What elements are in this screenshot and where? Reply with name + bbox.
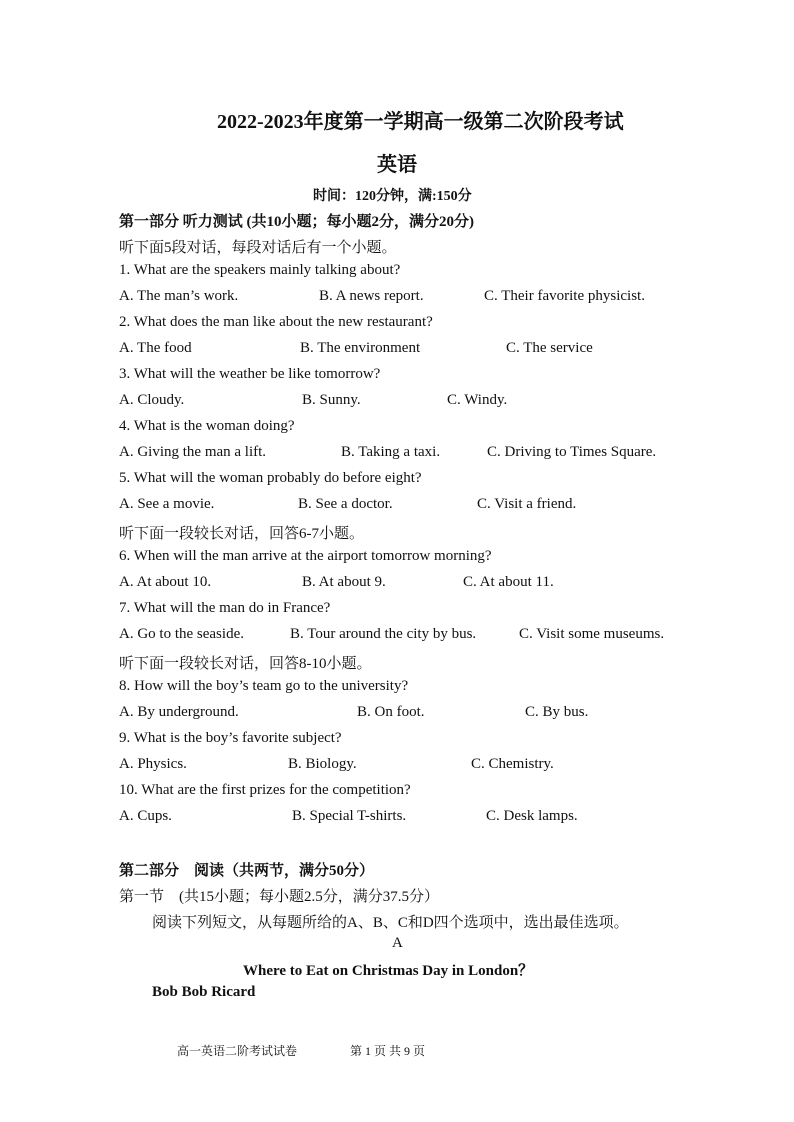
q8-option-b: B. On foot. xyxy=(357,704,425,720)
q9-option-c: C. Chemistry. xyxy=(471,756,554,772)
q2-option-b: B. The environment xyxy=(300,340,421,356)
q2-option-a: A. The food xyxy=(119,340,192,356)
q7-option-c: C. Visit some museums. xyxy=(519,626,665,642)
question-8: 8. How will the boy’s team go to the university? xyxy=(119,678,409,694)
part1-instruction-3: 听下面一段较长对话，回答8-10小题。 xyxy=(119,656,372,672)
question-9: 9. What is the boy’s favorite subject? xyxy=(119,730,342,746)
question-4: 4. What is the woman doing? xyxy=(119,418,295,434)
part2-heading: 第二部分 阅读（共两节，满分50分） xyxy=(119,863,375,879)
q9-option-a: A. Physics. xyxy=(119,756,187,772)
q7-option-a: A. Go to the seaside. xyxy=(119,626,244,642)
q7-option-b: B. Tour around the city by bus. xyxy=(290,626,477,642)
q10-option-c: C. Desk lamps. xyxy=(486,808,578,824)
part2-section1: 第一节 (共15小题；每小题2.5分，满分37.5分） xyxy=(119,889,439,905)
q3-option-c: C. Windy. xyxy=(447,392,508,408)
passage-title: Where to Eat on Christmas Day in London？ xyxy=(243,963,534,979)
q1-option-a: A. The man’s work. xyxy=(119,288,239,304)
q5-option-b: B. See a doctor. xyxy=(298,496,393,512)
q4-option-b: B. Taking a taxi. xyxy=(341,444,441,460)
q5-option-a: A. See a movie. xyxy=(119,496,215,512)
q9-option-b: B. Biology. xyxy=(288,756,357,772)
q10-option-a: A. Cups. xyxy=(119,808,172,824)
question-7: 7. What will the man do in France? xyxy=(119,600,331,616)
subject-title: 英语 xyxy=(377,154,417,176)
question-10: 10. What are the first prizes for the competition? xyxy=(119,782,411,798)
q2-option-c: C. The service xyxy=(506,340,593,356)
restaurant-name: Bob Bob Ricard xyxy=(152,984,256,1000)
exam-title: 2022-2023年度第一学期高一级第二次阶段考试 xyxy=(217,111,624,133)
question-1: 1. What are the speakers mainly talking about? xyxy=(119,262,401,278)
part1-heading: 第一部分 听力测试 (共10小题；每小题2分，满分20分) xyxy=(119,214,474,230)
question-3: 3. What will the weather be like tomorrow? xyxy=(119,366,381,382)
q8-option-c: C. By bus. xyxy=(525,704,589,720)
question-6: 6. When will the man arrive at the airport tomorrow morning? xyxy=(119,548,492,564)
q1-option-b: B. A news report. xyxy=(319,288,424,304)
q3-option-b: B. Sunny. xyxy=(302,392,361,408)
time-info: 时间：120分钟，满:150分 xyxy=(313,189,472,204)
question-5: 5. What will the woman probably do before eight? xyxy=(119,470,422,486)
passage-label: A xyxy=(392,935,403,951)
footer-page-number: 第 1 页 共 9 页 xyxy=(350,1044,426,1058)
q8-option-a: A. By underground. xyxy=(119,704,239,720)
q6-option-c: C. At about 11. xyxy=(463,574,554,590)
part2-instruction: 阅读下列短文，从每题所给的A、B、C和D四个选项中，选出最佳选项。 xyxy=(152,915,629,931)
q4-option-c: C. Driving to Times Square. xyxy=(487,444,657,460)
part1-instruction-1: 听下面5段对话，每段对话后有一个小题。 xyxy=(119,240,397,256)
q6-option-b: B. At about 9. xyxy=(302,574,386,590)
q3-option-a: A. Cloudy. xyxy=(119,392,185,408)
question-2: 2. What does the man like about the new restaurant? xyxy=(119,314,433,330)
footer-paper-name: 高一英语二阶考试试卷 xyxy=(177,1044,298,1058)
q10-option-b: B. Special T-shirts. xyxy=(292,808,407,824)
q5-option-c: C. Visit a friend. xyxy=(477,496,577,512)
q4-option-a: A. Giving the man a lift. xyxy=(119,444,267,460)
q6-option-a: A. At about 10. xyxy=(119,574,212,590)
q1-option-c: C. Their favorite physicist. xyxy=(484,288,645,304)
part1-instruction-2: 听下面一段较长对话，回答6-7小题。 xyxy=(119,526,364,542)
